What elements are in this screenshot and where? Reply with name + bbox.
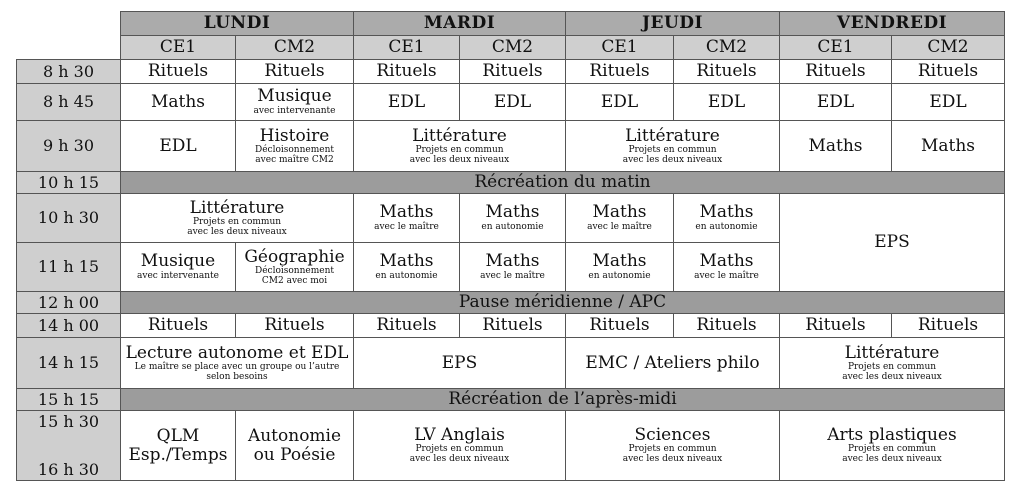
slot-note: en autonomie	[375, 270, 438, 281]
break-morning: Récréation du matin	[121, 172, 1005, 194]
time-label: 8 h 45	[17, 84, 121, 121]
slot-title: Rituels	[482, 315, 543, 336]
slot-lundi	[121, 194, 354, 243]
slot-rituels	[121, 60, 236, 84]
row-0830	[17, 60, 1005, 84]
slot-title: Maths	[699, 251, 754, 272]
slot-title: Maths	[150, 91, 206, 112]
level-header-cm2: CM2	[892, 36, 1005, 60]
break-lunch: Pause méridienne / APC	[121, 292, 1005, 314]
slot-jeudi	[566, 411, 780, 481]
row-1415	[17, 338, 1005, 389]
slot-lundi-ce1	[121, 411, 236, 481]
slot-jeudi	[566, 121, 780, 172]
slot-vendredi	[780, 411, 1005, 481]
slot-lundi	[121, 338, 354, 389]
slot-rituels	[780, 60, 892, 84]
slot-title: Rituels	[482, 61, 543, 82]
slot-edl	[674, 84, 780, 121]
slot-rituels	[236, 314, 354, 338]
time-label: 15 h 15	[17, 389, 121, 411]
time-label: 14 h 15	[17, 338, 121, 389]
row-0930	[17, 121, 1005, 172]
slot-mardi-ce1	[354, 194, 460, 243]
time-label: 8 h 30	[17, 60, 121, 84]
slot-note: avec intervenante	[253, 105, 336, 116]
slot-rituels	[674, 314, 780, 338]
slot-rituels	[674, 60, 780, 84]
slot-note: Projets en commun	[415, 144, 504, 155]
level-header-cm2: CM2	[460, 36, 566, 60]
slot-title: Maths	[379, 202, 434, 223]
slot-title: Esp./Temps	[128, 444, 228, 465]
slot-edl	[460, 84, 566, 121]
slot-note: en autonomie	[481, 221, 544, 232]
time-range	[17, 411, 121, 481]
slot-note: avec les deux niveaux	[622, 154, 723, 165]
slot-title: ou Poésie	[253, 444, 336, 465]
slot-edl	[354, 84, 460, 121]
slot-jeudi-ce1	[566, 194, 674, 243]
slot-title: EDL	[816, 91, 855, 112]
slot-edl	[566, 84, 674, 121]
slot-jeudi-ce1	[566, 243, 674, 292]
slot-title: Rituels	[589, 61, 650, 82]
slot-note: Projets en commun	[628, 444, 717, 455]
slot-title: Littérature	[412, 125, 507, 146]
slot-vendredi	[780, 338, 1005, 389]
slot-lundi-cm2	[236, 243, 354, 292]
corner-blank	[17, 36, 121, 60]
time-label: 12 h 00	[17, 292, 121, 314]
slot-mardi	[354, 411, 566, 481]
slot-note: avec le maître	[374, 221, 439, 232]
slot-title: Rituels	[264, 315, 325, 336]
row-1015	[17, 172, 1005, 194]
slot-title: Musique	[140, 251, 216, 272]
time-label: 9 h 30	[17, 121, 121, 172]
slot-jeudi-cm2	[674, 243, 780, 292]
slot-lundi-ce1	[121, 121, 236, 172]
level-header-ce1: CE1	[566, 36, 674, 60]
slot-note: avec le maître	[694, 270, 759, 281]
slot-rituels	[460, 314, 566, 338]
slot-title: Musique	[257, 86, 332, 107]
row-1515	[17, 389, 1005, 411]
slot-title: Littérature	[189, 197, 285, 218]
slot-note: avec le maître	[480, 270, 545, 281]
row-0845	[17, 84, 1005, 121]
header-levels-row	[17, 36, 1005, 60]
slot-title: Rituels	[917, 315, 979, 336]
slot-note: Projets en commun	[847, 444, 937, 455]
slot-title: Rituels	[376, 61, 437, 82]
slot-title: Maths	[699, 202, 754, 223]
slot-note: Projets en commun	[415, 444, 504, 455]
level-header-ce1: CE1	[780, 36, 892, 60]
slot-title: Autonomie	[247, 426, 342, 447]
slot-title: Rituels	[589, 315, 650, 336]
slot-title: EDL	[387, 91, 426, 112]
slot-title: Rituels	[147, 315, 209, 336]
slot-vendredi-eps	[780, 194, 1005, 292]
slot-note: Projets en commun	[192, 216, 282, 227]
slot-title: Rituels	[376, 315, 437, 336]
slot-title: Rituels	[147, 61, 209, 82]
slot-edl	[780, 84, 892, 121]
slot-rituels	[892, 60, 1005, 84]
slot-title: Rituels	[805, 315, 866, 336]
slot-rituels	[566, 60, 674, 84]
slot-title: Géographie	[244, 246, 345, 267]
slot-title: EDL	[493, 91, 532, 112]
slot-title: Littérature	[844, 342, 940, 363]
slot-title: Maths	[485, 251, 540, 272]
slot-note: avec maître CM2	[255, 154, 334, 165]
row-1200	[17, 292, 1005, 314]
slot-rituels	[460, 60, 566, 84]
slot-rituels	[892, 314, 1005, 338]
time-label: 10 h 15	[17, 172, 121, 194]
slot-note: avec les deux niveaux	[622, 454, 723, 465]
slot-title: Maths	[592, 251, 647, 272]
slot-note: avec intervenante	[137, 270, 219, 281]
slot-title: EPS	[441, 352, 478, 373]
day-header-lundi: LUNDI	[121, 12, 354, 36]
slot-note: selon besoins	[206, 371, 268, 382]
slot-note: Projets en commun	[847, 361, 937, 372]
slot-title: EMC / Ateliers philo	[585, 352, 760, 373]
slot-rituels	[354, 314, 460, 338]
slot-title: EDL	[707, 91, 746, 112]
slot-title: Maths	[485, 202, 540, 223]
slot-title: Rituels	[264, 61, 325, 82]
slot-mardi-ce1	[354, 243, 460, 292]
slot-note: Décloisonnement	[255, 265, 334, 276]
slot-title: Rituels	[696, 315, 757, 336]
row-1530	[17, 411, 1005, 481]
slot-note: CM2 avec moi	[261, 275, 328, 286]
slot-rituels	[121, 314, 236, 338]
slot-rituels	[236, 60, 354, 84]
slot-note: en autonomie	[588, 270, 651, 281]
slot-note: avec les deux niveaux	[842, 371, 942, 382]
time-start: 15 h 30	[37, 412, 100, 431]
slot-mardi	[354, 338, 566, 389]
slot-lundi-cm2	[236, 121, 354, 172]
slot-lundi-ce1	[121, 84, 236, 121]
slot-jeudi	[566, 338, 780, 389]
slot-lundi-ce1	[121, 243, 236, 292]
timetable	[16, 11, 1005, 481]
slot-vendredi-ce1	[780, 121, 892, 172]
slot-note: Le maître se place avec un groupe ou l’autre	[134, 361, 340, 372]
slot-note: avec les deux niveaux	[409, 454, 510, 465]
slot-rituels	[354, 60, 460, 84]
slot-title: Maths	[808, 135, 863, 156]
slot-title: LV Anglais	[414, 425, 505, 446]
slot-title: Sciences	[634, 425, 711, 446]
slot-title: Arts plastiques	[827, 425, 957, 446]
level-header-cm2: CM2	[236, 36, 354, 60]
slot-note: avec le maître	[587, 221, 652, 232]
slot-vendredi-cm2	[892, 121, 1005, 172]
time-label: 14 h 00	[17, 314, 121, 338]
level-header-ce1: CE1	[354, 36, 460, 60]
slot-title: Maths	[379, 251, 434, 272]
time-end: 16 h 30	[37, 459, 100, 479]
slot-jeudi-cm2	[674, 194, 780, 243]
slot-mardi-cm2	[460, 243, 566, 292]
row-1400	[17, 314, 1005, 338]
day-header-jeudi: JEUDI	[566, 12, 780, 36]
slot-title: Histoire	[259, 125, 330, 146]
slot-note: avec les deux niveaux	[187, 226, 287, 237]
level-header-cm2: CM2	[674, 36, 780, 60]
slot-title: Maths	[592, 202, 647, 223]
slot-title: EDL	[600, 91, 639, 112]
break-afternoon: Récréation de l’après-midi	[121, 389, 1005, 411]
day-header-mardi: MARDI	[354, 12, 566, 36]
slot-title: EPS	[874, 232, 910, 253]
slot-lundi-cm2	[236, 411, 354, 481]
slot-title: Littérature	[625, 125, 720, 146]
level-header-ce1: CE1	[121, 36, 236, 60]
slot-note: Projets en commun	[628, 144, 717, 155]
slot-lundi-cm2	[236, 84, 354, 121]
slot-edl	[892, 84, 1005, 121]
slot-title: EDL	[929, 91, 967, 112]
slot-note: Décloisonnement	[255, 144, 334, 155]
slot-title: Rituels	[805, 61, 866, 82]
time-label: 10 h 30	[17, 194, 121, 243]
slot-rituels	[780, 314, 892, 338]
header-days-row	[17, 12, 1005, 36]
row-1030	[17, 194, 1005, 243]
slot-title: Maths	[920, 135, 976, 156]
slot-rituels	[566, 314, 674, 338]
slot-title: Rituels	[917, 61, 979, 82]
corner-blank	[17, 12, 121, 36]
slot-title: Lecture autonome et EDL	[125, 342, 349, 363]
slot-note: avec les deux niveaux	[409, 154, 510, 165]
slot-note: avec les deux niveaux	[842, 454, 942, 465]
slot-mardi	[354, 121, 566, 172]
slot-title: EDL	[159, 135, 197, 156]
slot-title: QLM	[156, 426, 200, 447]
time-label: 11 h 15	[17, 243, 121, 292]
slot-title: Rituels	[696, 61, 757, 82]
slot-note: en autonomie	[695, 221, 758, 232]
day-header-vendredi: VENDREDI	[780, 12, 1005, 36]
slot-mardi-cm2	[460, 194, 566, 243]
